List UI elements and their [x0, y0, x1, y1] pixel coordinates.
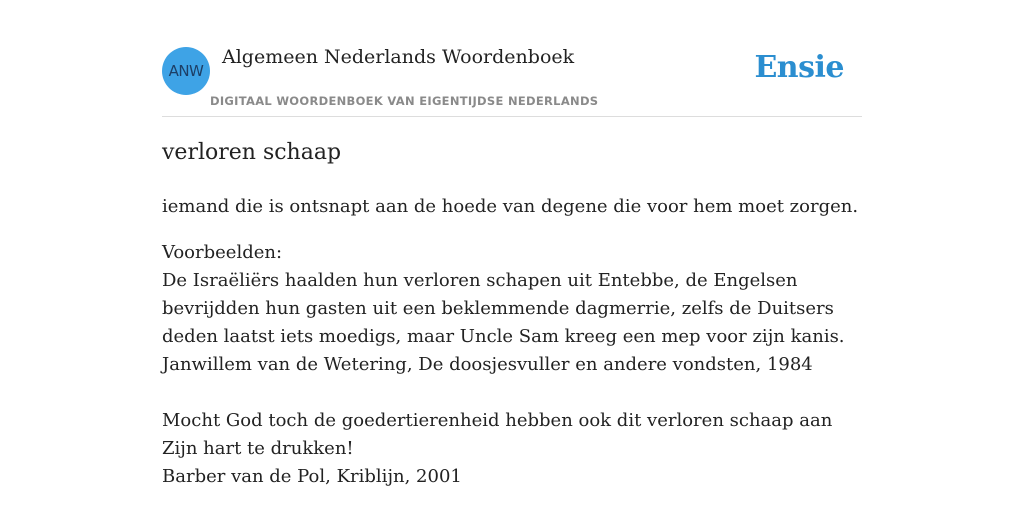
example-text: Mocht God toch de goedertierenheid hebben ook dit verloren schaap aan Zijn hart te drukken!	[162, 410, 833, 459]
ensie-brand-logo[interactable]: Ensie	[754, 50, 844, 85]
site-title[interactable]: Algemeen Nederlands Woordenboek	[222, 46, 575, 68]
examples-heading: Voorbeelden:	[162, 242, 283, 263]
logo-text: ANW	[168, 62, 204, 80]
example-source: Barber van de Pol, Kriblijn, 2001	[162, 466, 462, 487]
examples-section	[162, 239, 852, 491]
example-item	[162, 267, 852, 379]
entry-term: verloren schaap	[162, 140, 342, 165]
example-source: Janwillem van de Wetering, De doosjesvuller en andere vondsten, 1984	[162, 354, 813, 375]
example-item	[162, 407, 852, 491]
entry-definition: iemand die is ontsnapt aan de hoede van degene die voor hem moet zorgen.	[162, 196, 859, 217]
site-subtitle: DIGITAAL WOORDENBOEK VAN EIGENTIJDSE NEDERLANDS	[210, 94, 599, 108]
site-header	[162, 40, 862, 117]
anw-logo[interactable]	[162, 47, 210, 95]
example-text: De Israëliërs haalden hun verloren schapen uit Entebbe, de Engelsen bevrijdden hun gasten uit een beklemmende dagmerrie, zelfs de Duitsers deden laatst iets moedigs, maar Uncle Sam kreeg een mep voor zijn kanis.	[162, 270, 845, 347]
